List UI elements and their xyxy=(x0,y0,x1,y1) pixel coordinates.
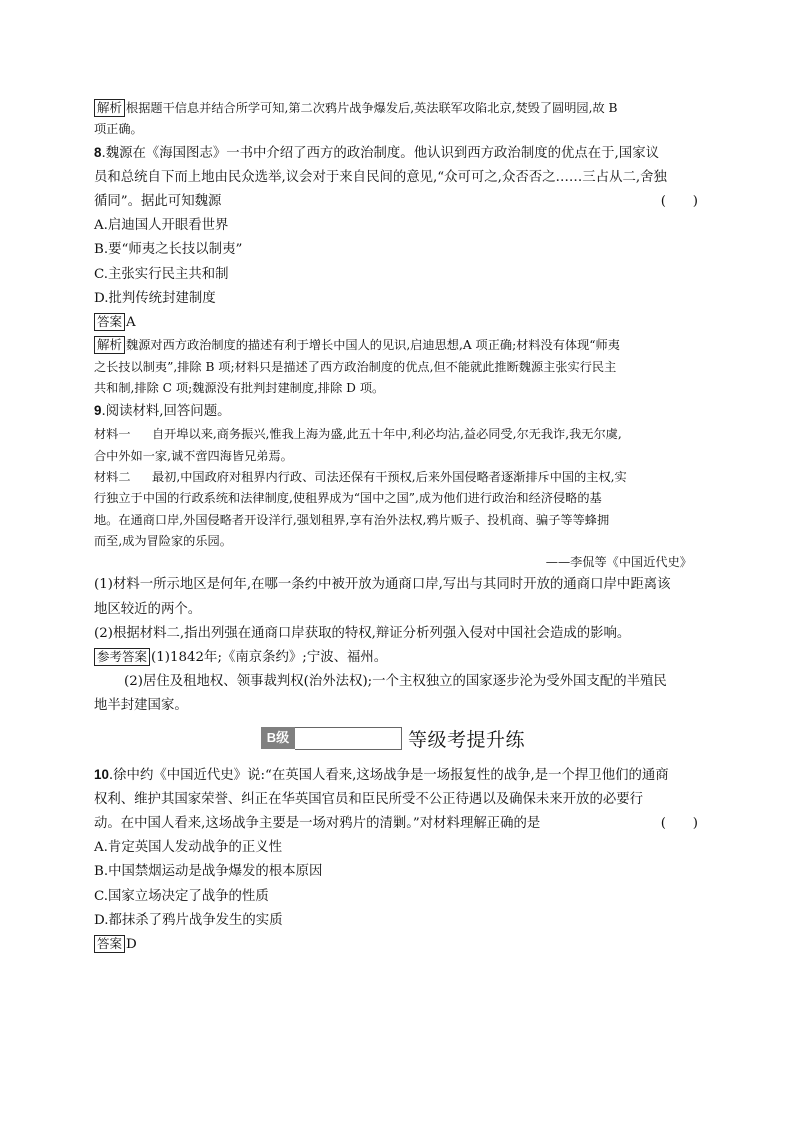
text-content: 项正确。 xyxy=(94,122,143,137)
label-tag: 参考答案 xyxy=(94,648,150,666)
level-title-box xyxy=(295,727,402,750)
text-content: 自开埠以来,商务振兴,惟我上海为盛,此五十年中,利必均沾,益必同受,尔无我诈,我无尔虞, xyxy=(152,427,622,442)
text-content: 合中外如一家,诚不啻四海皆兄弟焉。 xyxy=(94,448,293,463)
text-content: (1)1842年;《南京条约》;宁波、福州。 xyxy=(151,650,388,665)
text-line xyxy=(94,488,700,509)
text-line xyxy=(94,399,700,424)
text-content: 行独立于中国的行政系统和法律制度,使租界成为“国中之国”,成为他们进行政治和经济侵略的基 xyxy=(94,491,602,506)
text-content: (1)材料一所示地区是何年,在哪一条约中被开放为通商口岸,写出与其同时开放的通商口岸中距离该 xyxy=(94,577,671,593)
level-badge: B级 xyxy=(261,727,295,749)
text-content: 动。在中国人看来,这场战争主要是一场对鸦片的清剿。”对材料理解正确的是 xyxy=(94,816,541,832)
text-line xyxy=(94,788,700,812)
text-content: D.批判传统封建制度 xyxy=(94,290,216,306)
text-line xyxy=(94,190,700,214)
text-content: (2)居住及租地权、领事裁判权(治外法权);一个主权独立的国家逐步沦为受外国支配的半殖民 xyxy=(124,674,667,690)
material-label: 材料二 xyxy=(94,469,131,484)
label-tag: 答案 xyxy=(94,313,125,331)
text-line xyxy=(94,238,700,262)
text-content: 根据题干信息并结合所学可知,第二次鸦片战争爆发后,英法联军攻陷北京,焚毁了圆明园,故 B xyxy=(126,101,618,115)
text-line xyxy=(94,119,700,140)
text-content: D.都抹杀了鸦片战争发生的实质 xyxy=(94,912,283,928)
text-content: B.要“师夷之长技以制夷” xyxy=(94,242,243,258)
text-line xyxy=(94,166,700,190)
text-content: (2)根据材料二,指出列强在通商口岸获取的特权,辩证分析列强入侵对中国社会造成的影响。 xyxy=(94,625,631,641)
question-number: 8 xyxy=(94,144,102,160)
text-line xyxy=(94,424,700,445)
text-content: D xyxy=(126,937,137,953)
text-content: 员和总统自下而上地由民众选举,议会对于来自民间的意见,“众可可之,众否否之……三占从二,舍独 xyxy=(94,169,667,185)
text-content: A xyxy=(126,315,136,331)
text-line xyxy=(94,287,700,311)
text-content: .阅读材料,回答问题。 xyxy=(101,404,231,420)
text-content: .徐中约《中国近代史》说:“在英国人看来,这场战争是一场报复性的战争,是一个捍卫他们的通商 xyxy=(108,767,669,783)
label-tag: 答案 xyxy=(94,935,125,953)
document-body xyxy=(94,98,700,957)
text-line xyxy=(94,141,700,166)
text-content: 共和制,排除 C 项;魏源没有批判封建制度,排除 D 项。 xyxy=(94,380,385,395)
text-content: 魏源对西方政治制度的描述有利于增长中国人的见识,启迪思想,A 项正确;材料没有体现“师夷 xyxy=(126,338,620,353)
text-line xyxy=(94,860,700,884)
text-line xyxy=(94,531,700,552)
question-number: 10 xyxy=(94,766,109,782)
citation xyxy=(94,552,700,573)
text-line xyxy=(94,763,700,788)
text-line xyxy=(94,214,700,238)
material-label: 材料一 xyxy=(94,427,131,442)
answer-blank: ( ) xyxy=(660,194,698,209)
text-content: 地。在通商口岸,外国侵略者开设洋行,强划租界,享有治外法权,鸦片贩子、投机商、骗子等等蜂拥 xyxy=(94,512,610,527)
text-line xyxy=(94,263,700,287)
text-line xyxy=(94,622,700,646)
text-line xyxy=(94,446,700,467)
text-line xyxy=(94,933,700,957)
text-content: 权利、维护其国家荣誉、纠正在华英国官员和臣民所受不公正待遇以及确保未来开放的必要行 xyxy=(94,791,644,807)
label-tag: 解析 xyxy=(94,99,125,117)
text-line xyxy=(94,598,700,622)
text-line xyxy=(94,378,700,399)
text-content: 地半封建国家。 xyxy=(94,698,188,714)
text-content: 而至,成为冒险家的乐园。 xyxy=(94,533,232,548)
text-line xyxy=(94,510,700,531)
text-content: A.启迪国人开眼看世界 xyxy=(94,218,229,234)
section-title: 等级考提升练 xyxy=(408,728,526,751)
text-line xyxy=(94,836,700,860)
text-line xyxy=(94,335,700,356)
text-line xyxy=(94,885,700,909)
text-content: B.中国禁烟运动是战争爆发的根本原因 xyxy=(94,864,323,880)
text-line xyxy=(94,909,700,933)
question-number: 9 xyxy=(94,403,102,419)
text-content: ——李侃等《中国近代史》 xyxy=(545,555,692,570)
text-line xyxy=(94,98,700,119)
text-line xyxy=(94,646,700,670)
text-content: 之长技以制夷”,排除 B 项;材料只是描述了西方政治制度的优点,但不能就此推断魏源主张实行民主 xyxy=(94,359,617,374)
text-content: 循同”。据此可知魏源 xyxy=(94,194,222,209)
text-content: .魏源在《海国图志》一书中介绍了西方的政治制度。他认识到西方政治制度的优点在于,国家议 xyxy=(101,145,659,161)
text-content: A.肯定英国人发动战争的正义性 xyxy=(94,840,283,856)
text-line xyxy=(94,467,700,488)
label-tag: 解析 xyxy=(94,336,125,354)
text-line xyxy=(94,311,700,335)
text-line xyxy=(94,670,700,694)
text-content: C.主张实行民主共和制 xyxy=(94,266,229,282)
answer-blank: ( ) xyxy=(660,816,698,832)
text-line xyxy=(94,573,700,597)
text-line xyxy=(94,357,700,378)
section-header xyxy=(94,721,700,759)
text-content: 地区较近的两个。 xyxy=(94,601,202,617)
text-content: 最初,中国政府对租界内行政、司法还保有干预权,后来外国侵略者逐渐排斥中国的主权,实 xyxy=(152,469,627,484)
text-line xyxy=(94,812,700,836)
text-line xyxy=(94,694,700,718)
text-content: C.国家立场决定了战争的性质 xyxy=(94,888,269,904)
